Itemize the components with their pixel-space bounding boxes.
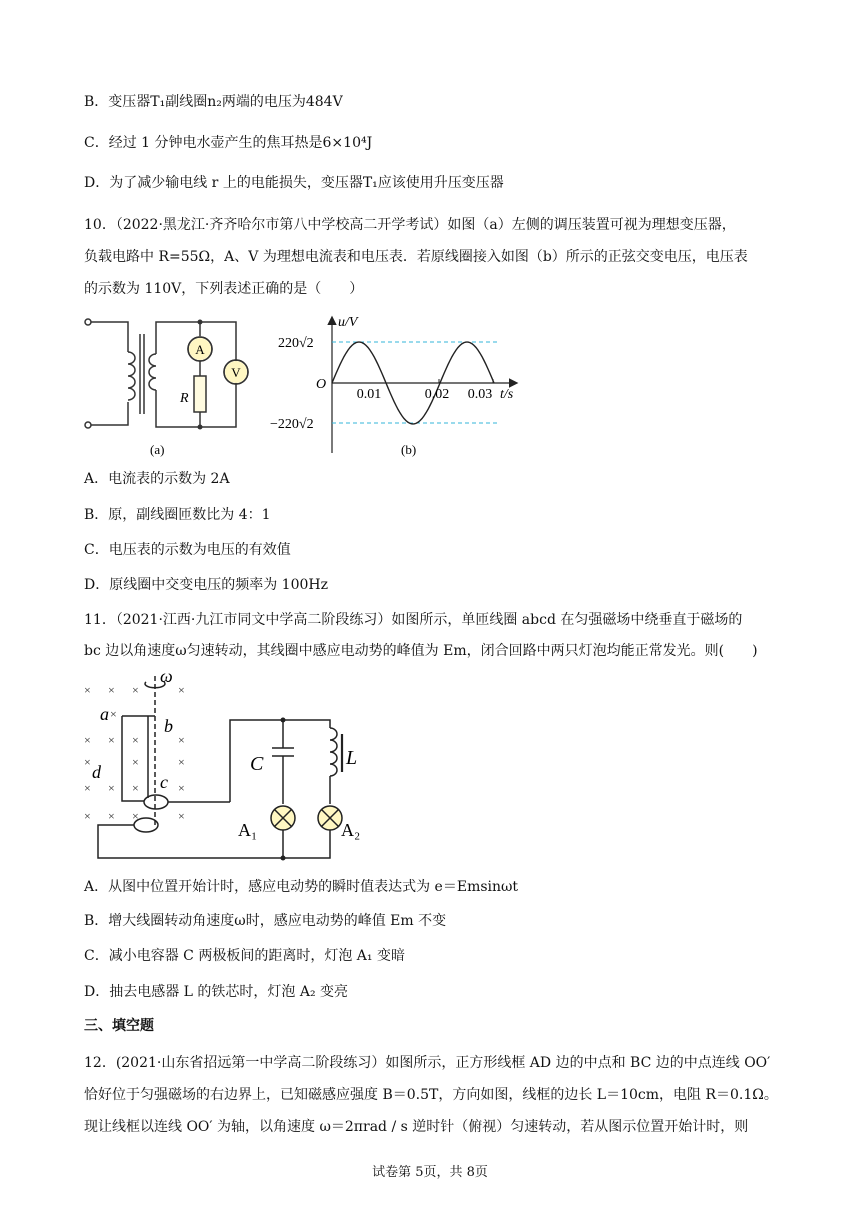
origin-label: O [316,377,327,392]
option-b-q10: B．原，副线圈匝数比为 4：1 [84,507,271,523]
svg-text:×: × [108,733,115,747]
lamp-2-label: A₂ [341,820,360,840]
question-12-line-2: 恰好位于匀强磁场的右边界上，已知磁感应强度 B＝0.5T，方向如图，线框的边长 L＝10cm，电阻 R＝0.1Ω。 [84,1087,778,1103]
svg-text:×: × [178,781,185,795]
svg-text:×: × [84,781,91,795]
ammeter-label: A [195,342,205,357]
voltmeter-label: V [231,365,241,380]
x-tick-0.01: 0.01 [356,387,382,402]
svg-text:×: × [84,809,91,823]
option-c-q10: C．电压表的示数为电压的有效值 [84,542,291,558]
svg-text:×: × [132,755,139,769]
svg-text:×: × [108,683,115,697]
svg-text:×: × [132,683,139,697]
x-tick-0.02: 0.02 [424,387,450,402]
y-max-label: 220√2 [278,336,314,351]
vertex-c-label: c [160,772,168,792]
figure-10a-transformer-circuit [80,312,260,462]
option-b-q9: B．变压器T₁副线圈n₂两端的电压为484V [84,94,343,110]
page-footer: 试卷第 5页，共 8页 [372,1165,488,1180]
svg-text:×: × [108,809,115,823]
svg-text:×: × [178,683,185,697]
svg-text:×: × [132,781,139,795]
resistor-label: R [180,391,189,406]
option-d-q9: D．为了减少输电线 r 上的电能损失，变压器T₁应该使用升压变压器 [84,175,504,191]
figure-10b-voltage-graph [268,310,528,462]
x-tick-0.03: 0.03 [467,387,493,402]
figure-b-caption: (b) [401,442,417,457]
inductor-label: L [346,747,358,769]
vertex-a-label: a [100,704,109,724]
y-min-label: −220√2 [270,417,314,432]
vertex-d-label: d [92,762,101,782]
svg-text:×: × [84,755,91,769]
figure-11-coil-circuit [80,668,360,863]
svg-text:×: × [132,809,139,823]
lamp-1-label: A₁ [238,820,258,840]
option-d-q10: D．原线圈中交变电压的频率为 100Hz [84,577,328,593]
question-11-line-1: 11．（2021·江西·九江市同文中学高二阶段练习）如图所示，单匝线圈 abcd 在匀强磁场中绕垂直于磁场的 [84,612,743,628]
question-10-line-2: 负载电路中 R=55Ω，A、V 为理想电流表和电压表．若原线圈接入如图（b）所示的正弦交变电压，电压表 [84,249,748,265]
svg-text:×: × [178,809,185,823]
section-fill-in-blank-header: 三、填空题 [84,1018,154,1034]
svg-text:×: × [110,707,117,721]
question-10-line-3: 的示数为 110V，下列表述正确的是（ ） [84,281,364,297]
x-axis-label: t/s [500,387,514,402]
svg-text:×: × [84,683,91,697]
question-10-line-1: 10．（2022·黑龙江·齐齐哈尔市第八中学校高二开学考试）如图（a）左侧的调压装置可视为理想变压器， [84,217,736,233]
option-c-q9: C．经过 1 分钟电水壶产生的焦耳热是6×10⁴J [84,135,373,151]
svg-text:×: × [178,755,185,769]
svg-text:×: × [84,733,91,747]
figure-a-caption: (a) [150,442,165,457]
option-a-q11: A．从图中位置开始计时，感应电动势的瞬时值表达式为 e＝Emsinωt [84,879,519,895]
option-b-q11: B．增大线圈转动角速度ω时，感应电动势的峰值 Em 不变 [84,913,447,929]
question-12-line-3: 现让线框以连线 OO′ 为轴，以角速度 ω＝2πrad / s 逆时针（俯视）匀速转动，若从图示位置开始计时，则 [84,1119,749,1135]
svg-text:×: × [132,733,139,747]
omega-label: ω [160,668,173,686]
vertex-b-label: b [164,716,173,736]
question-12-line-1: 12．(2021·山东省招远第一中学高二阶段练习）如图所示，正方形线框 AD 边的中点和 BC 边的中点连线 OO′ [84,1055,771,1071]
y-axis-label: u/V [338,315,358,330]
question-11-line-2: bc 边以角速度ω匀速转动，其线圈中感应电动势的峰值为 Em，闭合回路中两只灯泡均能正常发光。则( ) [84,643,758,659]
option-d-q11: D．抽去电感器 L 的铁芯时，灯泡 A₂ 变亮 [84,984,349,1000]
option-a-q10: A．电流表的示数为 2A [84,471,230,487]
svg-text:×: × [108,781,115,795]
capacitor-label: C [250,753,264,775]
svg-text:×: × [178,733,185,747]
option-c-q11: C．减小电容器 C 两极板间的距离时，灯泡 A₁ 变暗 [84,948,405,964]
